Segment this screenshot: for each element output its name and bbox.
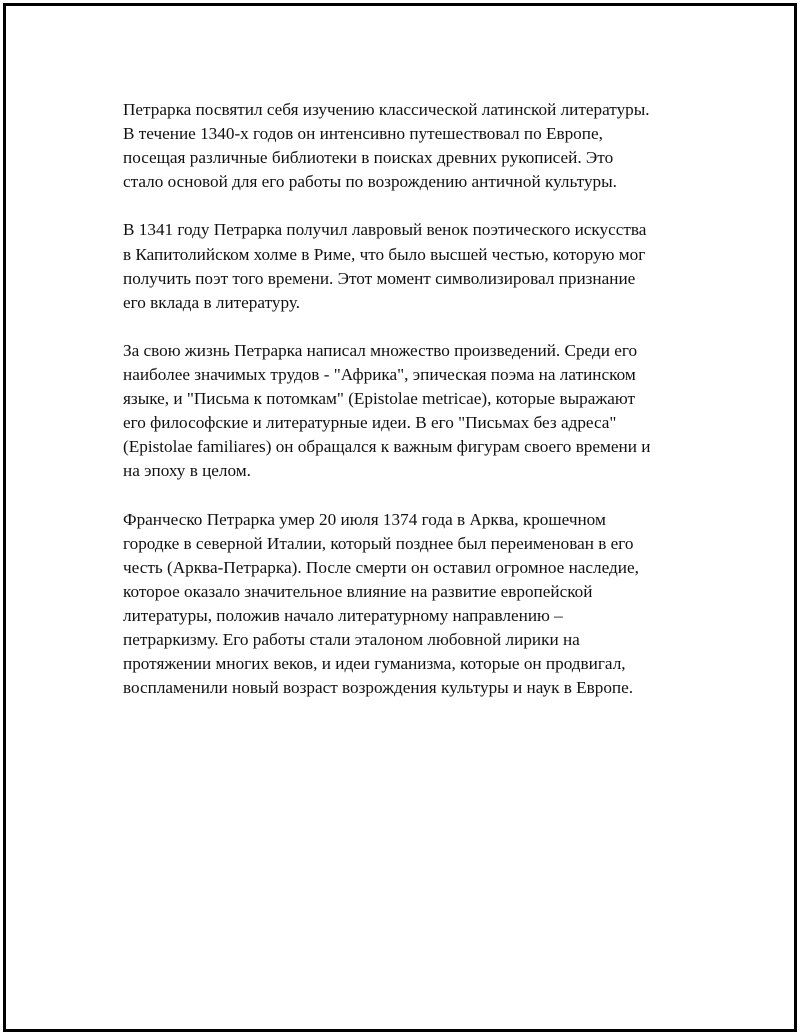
text-line: получить поэт того времени. Этот момент символизировал признание <box>123 268 636 288</box>
text-line: которое оказало значительное влияние на развитие европейской <box>123 581 593 601</box>
text-line: Франческо Петрарка умер 20 июля 1374 года в Арква, крошечном <box>123 509 606 529</box>
page-border <box>3 3 797 1032</box>
paragraph-1 <box>123 98 703 194</box>
text-line: В течение 1340-х годов он интенсивно путешествовал по Европе, <box>123 124 603 144</box>
text-line: литературы, положив начало литературному направлению – <box>123 605 563 625</box>
text-line: протяжении многих веков, и идеи гуманизма, которые он продвигал, <box>123 654 626 674</box>
paragraph-2 <box>123 218 703 314</box>
text-line: воспламенили новый возраст возрождения культуры и наук в Европе. <box>123 678 634 698</box>
text-line: наиболее значимых трудов - "Африка", эпическая поэма на латинском <box>123 365 636 385</box>
text-line: петраркизму. Его работы стали эталоном любовной лирики на <box>123 630 580 650</box>
text-line: в Капитолийском холме в Риме, что было высшей честью, которую мог <box>123 244 646 264</box>
text-line: на эпоху в целом. <box>123 461 251 481</box>
text-line: Петрарка посвятил себя изучению классической латинской литературы. <box>123 100 650 119</box>
text-line: За свою жизнь Петрарка написал множество произведений. Среди его <box>123 340 638 360</box>
text-line: его вклада в литературу. <box>123 292 301 312</box>
text-line: его философские и литературные идеи. В его "Письмах без адреса" <box>123 413 617 433</box>
text-line: (Epistolae familiares) он обращался к важным фигурам своего времени и <box>123 437 651 457</box>
text-line: стало основой для его работы по возрождению античной культуры. <box>123 172 617 192</box>
text-line: языке, и "Письма к потомкам" (Epistolae metricae), которые выражают <box>123 389 635 409</box>
paragraph-4 <box>123 508 703 701</box>
paragraph-3 <box>123 339 703 484</box>
text-line: городке в северной Италии, который позднее был переименован в его <box>123 533 634 553</box>
text-line: В 1341 году Петрарка получил лавровый венок поэтического искусства <box>123 220 647 240</box>
text-line: посещая различные библиотеки в поисках древних рукописей. Это <box>123 148 614 168</box>
document-body <box>123 98 703 724</box>
text-line: честь (Арква-Петрарка). После смерти он оставил огромное наследие, <box>123 557 639 577</box>
